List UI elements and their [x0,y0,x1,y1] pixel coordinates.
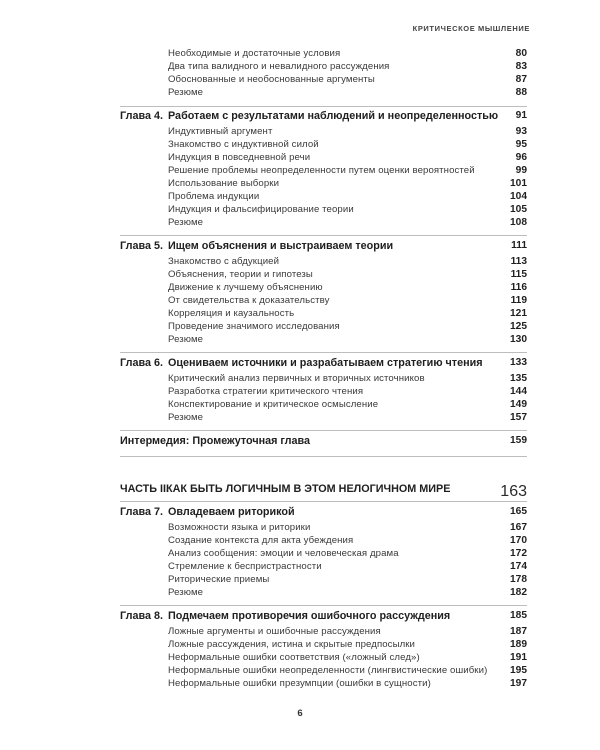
chapter-title: Работаем с результатами наблюдений и неопределенностью [168,110,499,122]
toc-entry-page: 96 [515,152,527,163]
toc-entry[interactable] [0,256,600,269]
toc-entry[interactable] [0,269,600,282]
toc-entry-page: 130 [510,334,527,345]
toc-entry-title: Индукция в повседневной речи [168,152,311,163]
chapter-title: Овладеваем риторикой [168,506,295,518]
toc-entry-page: 115 [510,269,527,280]
toc-entry-page: 157 [510,412,527,423]
toc-entry-page: 178 [510,574,527,585]
toc-entry-title: Возможности языка и риторики [168,522,311,533]
chapter-heading[interactable] [0,357,600,370]
toc-entry-page: 88 [515,87,527,98]
toc-entry-title: Ложные рассуждения, истина и скрытые предпосылки [168,639,416,650]
chapter-heading[interactable] [0,610,600,623]
chapter-page: 111 [511,240,527,251]
toc-entry-page: 167 [510,522,527,533]
toc-entry-title: Конспектирование и критическое осмысление [168,399,379,410]
toc-entry-title: Решение проблемы неопределенности путем оценки вероятностей [168,165,475,176]
toc-entry[interactable] [0,87,600,100]
toc-entry-page: 189 [510,639,527,650]
chapter-heading[interactable] [0,506,600,519]
part-heading[interactable] [0,483,600,500]
toc-entry-title: Движение к лучшему объяснению [168,282,323,293]
chapter-page: 91 [515,110,527,121]
toc-entry-page: 174 [510,561,527,572]
part-page: 163 [500,483,527,500]
toc-entry-page: 149 [510,399,527,410]
section-divider [120,235,527,236]
toc-entry[interactable] [0,61,600,74]
toc-entry-page: 170 [510,535,527,546]
part-title: КАК БЫТЬ ЛОГИЧНЫМ В ЭТОМ НЕЛОГИЧНОМ МИРЕ [166,483,451,495]
toc-entry-title: Резюме [168,87,204,98]
toc-entry-page: 116 [510,282,527,293]
toc-entry[interactable] [0,74,600,87]
toc-entry[interactable] [0,535,600,548]
toc-entry-page: 104 [510,191,527,202]
toc-entry[interactable] [0,373,600,386]
toc-entry-page: 113 [510,256,527,267]
toc-entry-page: 191 [510,652,527,663]
chapter-heading[interactable] [0,110,600,123]
toc-entry[interactable] [0,665,600,678]
chapter-page: 185 [510,610,527,621]
toc-entry-title: Неформальные ошибки неопределенности (лингвистические ошибки) [168,665,488,676]
toc-entry-page: 105 [510,204,527,215]
running-header: КРИТИЧЕСКОЕ МЫШЛЕНИЕ [412,24,530,33]
toc-entry[interactable] [0,522,600,535]
toc-entry[interactable] [0,678,600,691]
chapter-number: Глава 5. [120,240,163,252]
toc-entry[interactable] [0,386,600,399]
toc-entry-page: 83 [515,61,527,72]
toc-entry-title: Объяснения, теории и гипотезы [168,269,313,280]
toc-entry[interactable] [0,139,600,152]
toc-entry[interactable] [0,548,600,561]
toc-entry-title: Использование выборки [168,178,280,189]
toc-entry-page: 93 [515,126,527,137]
toc-entry-page: 172 [510,548,527,559]
chapter-number: Глава 4. [120,110,163,122]
toc-entry[interactable] [0,399,600,412]
toc-entry[interactable] [0,334,600,347]
toc-entry-title: Стремление к беспристрастности [168,561,322,572]
toc-entry[interactable] [0,126,600,139]
toc-entry-title: Резюме [168,334,204,345]
toc-entry-page: 108 [510,217,527,228]
toc-entry[interactable] [0,308,600,321]
interlude-title: Интермедия: Промежуточная глава [120,435,311,447]
chapter-number: Глава 8. [120,610,163,622]
toc-entry-title: Неформальные ошибки презумпции (ошибки в сущности) [168,678,431,689]
toc-entry-title: Проведение значимого исследования [168,321,340,332]
toc-entry[interactable] [0,587,600,600]
interlude-page: 159 [510,435,527,446]
toc-entry-page: 101 [510,178,527,189]
chapter-title: Оцениваем источники и разрабатываем стратегию чтения [168,357,483,369]
toc-entry-page: 80 [515,48,527,59]
toc-entry[interactable] [0,152,600,165]
toc-entry-title: Неформальные ошибки соответствия («ложный след») [168,652,420,663]
toc-entry-title: Индукция и фальсифицирование теории [168,204,354,215]
toc-entry[interactable] [0,217,600,230]
toc-entry-title: Риторические приемы [168,574,270,585]
section-divider [120,605,527,606]
toc-entry[interactable] [0,165,600,178]
toc-entry-title: Разработка стратегии критического чтения [168,386,364,397]
toc-entry[interactable] [0,295,600,308]
chapter-page: 165 [510,506,527,517]
toc-entry-title: Два типа валидного и невалидного рассуждения [168,61,390,72]
toc-entry[interactable] [0,48,600,61]
interlude-heading[interactable] [0,435,600,448]
toc-entry-title: От свидетельства к доказательству [168,295,330,306]
toc-entry[interactable] [0,639,600,652]
toc-entry-title: Знакомство с индуктивной силой [168,139,319,150]
toc-entry-title: Резюме [168,412,204,423]
toc-entry-page: 187 [510,626,527,637]
toc-entry[interactable] [0,412,600,425]
page-number: 6 [297,708,303,719]
chapter-page: 133 [510,357,527,368]
toc-entry[interactable] [0,652,600,665]
toc-entry[interactable] [0,191,600,204]
toc-entry-page: 144 [510,386,527,397]
chapter-heading[interactable] [0,240,600,253]
toc-entry-title: Корреляция и каузальность [168,308,295,319]
toc-entry[interactable] [0,204,600,217]
section-divider [120,456,527,457]
toc-entry-title: Обоснованные и необоснованные аргументы [168,74,375,85]
toc-entry-title: Необходимые и достаточные условия [168,48,341,59]
toc-entry[interactable] [0,321,600,334]
toc-entry-title: Знакомство с абдукцией [168,256,280,267]
chapter-number: Глава 7. [120,506,163,518]
toc-entry[interactable] [0,178,600,191]
toc-entry-title: Резюме [168,587,204,598]
toc-entry-page: 135 [510,373,527,384]
toc-entry-title: Проблема индукции [168,191,260,202]
toc-entry[interactable] [0,574,600,587]
toc-entry-page: 182 [510,587,527,598]
toc-entry[interactable] [0,561,600,574]
toc-entry-page: 87 [515,74,527,85]
toc-entry-title: Создание контекста для акта убеждения [168,535,354,546]
toc-entry-title: Индуктивный аргумент [168,126,273,137]
toc-entry-page: 197 [510,678,527,689]
toc-entry[interactable] [0,626,600,639]
section-divider [120,501,527,502]
toc-entry-title: Резюме [168,217,204,228]
toc-entry-title: Критический анализ первичных и вторичных источников [168,373,425,384]
toc-entry-page: 95 [515,139,527,150]
toc-entry-title: Анализ сообщения: эмоции и человеческая драма [168,548,399,559]
toc-entry-page: 125 [510,321,527,332]
toc-entry-page: 99 [515,165,527,176]
section-divider [120,430,527,431]
chapter-title: Подмечаем противоречия ошибочного рассуждения [168,610,451,622]
part-number: ЧАСТЬ II. [120,483,169,495]
section-divider [120,352,527,353]
section-divider [120,106,527,107]
toc-entry-title: Ложные аргументы и ошибочные рассуждения [168,626,381,637]
chapter-number: Глава 6. [120,357,163,369]
toc-entry[interactable] [0,282,600,295]
toc-entry-page: 121 [510,308,527,319]
chapter-title: Ищем объяснения и выстраиваем теории [168,240,394,252]
toc-entry-page: 195 [510,665,527,676]
toc-entry-page: 119 [510,295,527,306]
